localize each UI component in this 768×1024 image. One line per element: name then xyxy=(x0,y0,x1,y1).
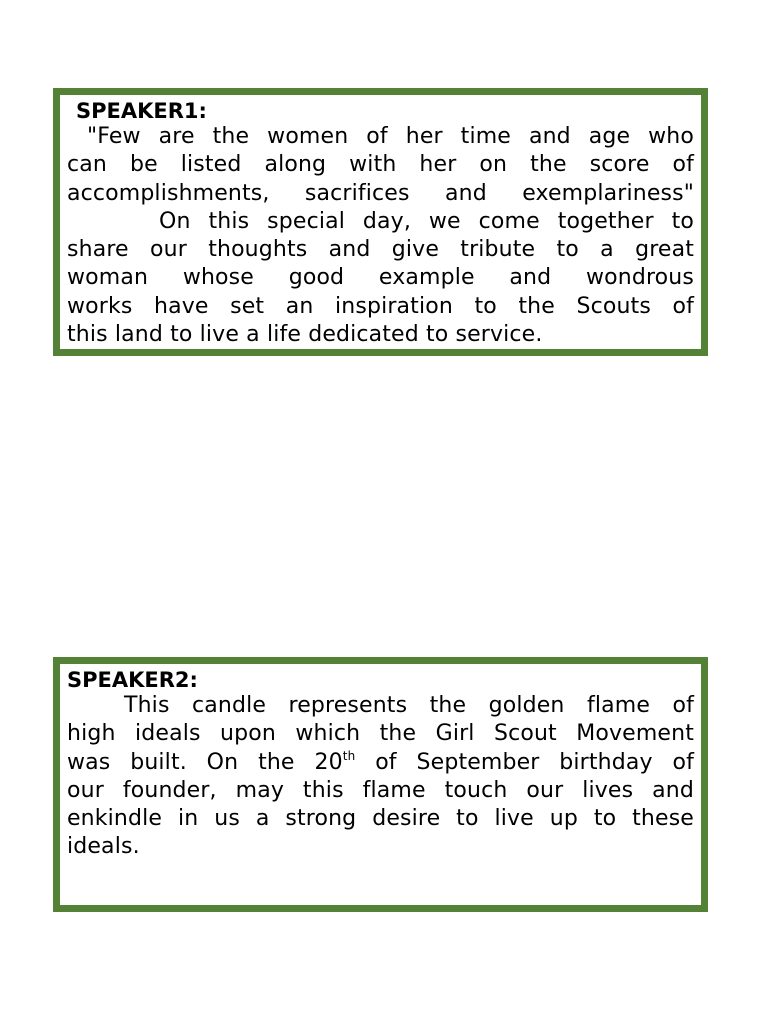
speaker1-line: On this special day, we come together to xyxy=(159,208,694,234)
speaker2-line xyxy=(67,749,694,777)
speaker2-line: ideals. xyxy=(67,834,140,860)
speaker1-line: this land to live a life dedicated to service. xyxy=(67,322,543,348)
speaker1-heading: SPEAKER1: xyxy=(76,99,207,123)
speaker1-line: can be listed along with her on the score of xyxy=(67,152,694,178)
speaker2-heading: SPEAKER2: xyxy=(67,668,198,692)
speaker1-line: share our thoughts and give tribute to a great xyxy=(67,237,694,263)
speaker1-line: "Few are the women of her time and age who xyxy=(87,124,694,149)
speaker2-line-part: of September birthday of xyxy=(355,749,694,775)
speaker2-line: enkindle in us a strong desire to live up to these xyxy=(67,806,694,832)
ordinal-superscript: th xyxy=(342,748,356,763)
speaker2-line-part: was built. On the 20 xyxy=(67,749,343,775)
speaker2-line: high ideals upon which the Girl Scout Movement xyxy=(67,721,694,747)
speaker2-text xyxy=(67,692,694,862)
speaker1-line: accomplishments, sacrifices and exemplariness" xyxy=(67,180,694,206)
speaker1-line: woman whose good example and wondrous xyxy=(67,265,694,291)
speaker2-line: our founder, may this flame touch our lives and xyxy=(67,777,694,803)
speaker2-card xyxy=(53,657,708,912)
speaker1-text xyxy=(67,123,694,349)
speaker1-line: works have set an inspiration to the Scouts of xyxy=(67,293,694,319)
speaker1-card xyxy=(53,88,708,356)
speaker2-line: This candle represents the golden flame of xyxy=(124,693,694,718)
